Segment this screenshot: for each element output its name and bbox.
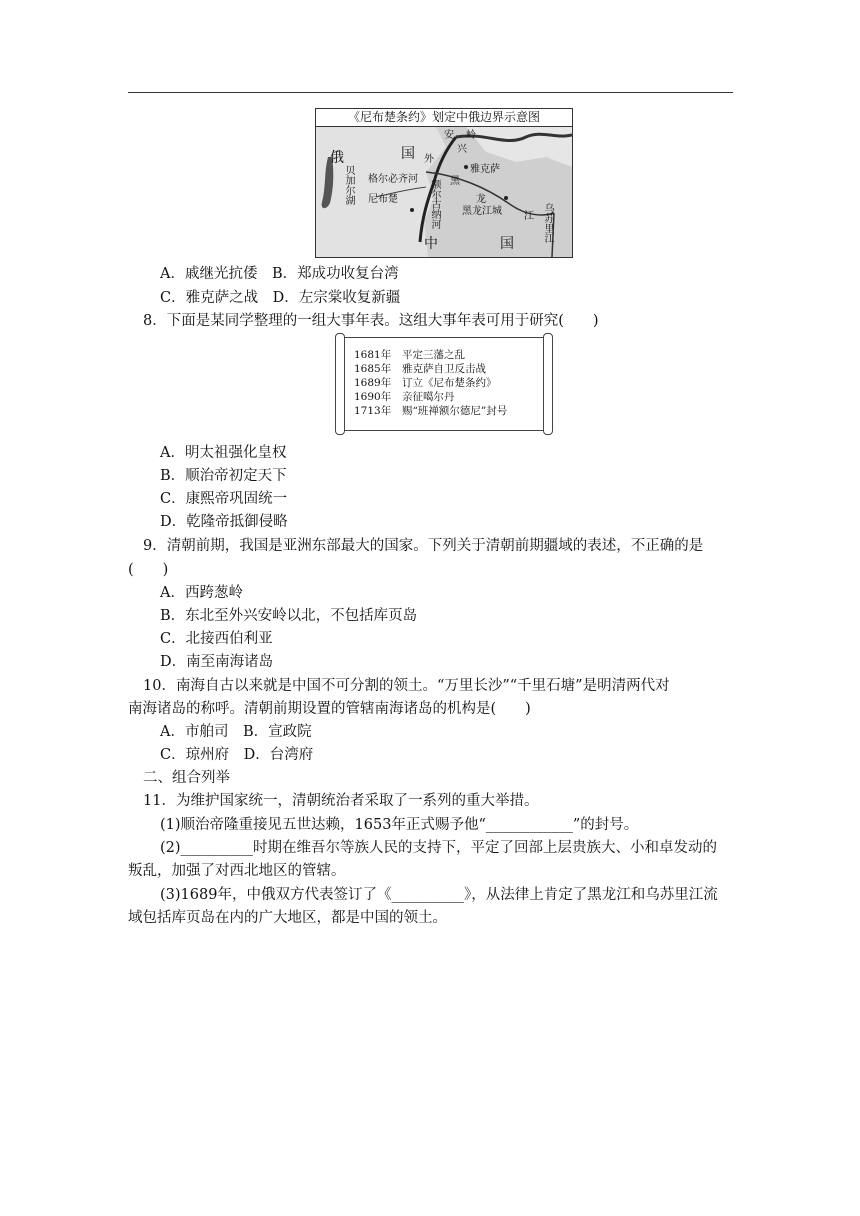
map-label-zhong: 中 [424,236,438,252]
q10-stem-cont: 南海诸岛的称呼。清朝前期设置的管辖南海诸岛的机构是( ) [128,701,531,717]
map-label-long: 龙 [476,194,486,205]
map-label-e: 俄 [330,150,344,166]
q11-part2: (2)__________时期在维吾尔等族人民的支持下，平定了回部上层贵族大、小和卓发动的 [160,840,718,856]
q11-stem: 11．为维护国家统一，清朝统治者采取了一系列的重大举措。 [143,793,539,809]
q9-option-a: A．西跨葱岭 [160,585,243,601]
q9-option-b: B．东北至外兴安岭以北，不包括库页岛 [160,608,418,624]
map-label-ergunahe: 额尔古纳河 [429,179,440,229]
q9-option-d: D．南至南海诸岛 [160,654,274,670]
scroll-rod-right [543,333,553,435]
event-row: 1713年 赐“班禅额尔德尼”封号 [354,405,508,417]
map-drawing [316,127,572,257]
q11-part1: (1)顺治帝隆重接见五世达赖，1653年正式赐予他“____________”的封号。 [160,817,639,833]
q10-stem: 10．南海自古以来就是中国不可分割的领土。“万里长沙”“千里石塘”是明清两代对 [143,678,670,694]
nerchinsk-treaty-map [315,108,573,258]
q9-stem: 9．清朝前期，我国是亚洲东部最大的国家。下列关于清朝前期疆域的表述，不正确的是 [143,538,704,554]
scroll-paper [343,337,545,431]
q11-part3: (3)1689年，中俄双方代表签订了《__________》，从法律上肯定了黑龙江和乌苏里江流 [160,887,718,903]
aigun-marker [504,196,508,200]
map-label-guo2: 国 [500,236,514,252]
event-row: 1690年 亲征噶尔丹 [354,391,455,403]
q8-option-d: D．乾隆帝抵御侵略 [160,514,288,530]
map-label-heilongjiang-city: 黑龙江城 [462,206,502,217]
map-label-hei: 黑 [450,176,460,187]
event-timeline-scroll [333,333,553,435]
q8-option-a: A．明太祖强化皇权 [160,445,287,461]
event-row: 1685年 雅克萨自卫反击战 [354,363,486,375]
map-label-geerbiqi: 格尔必齐河 [368,174,418,185]
header-rule [128,92,733,93]
nibuchu-marker [410,208,414,212]
event-row: 1689年 订立《尼布楚条约》 [354,377,497,389]
q7-option-cd: C．雅克萨之战 D．左宗棠收复新疆 [160,290,401,306]
map-label-wusulijiang: 乌苏里江 [542,203,553,243]
yakesa-marker [464,165,468,169]
map-label-guo: 国 [401,146,415,162]
q11-part2-cont: 叛乱，加强了对西北地区的管辖。 [128,863,346,879]
map-label-wai: 外 [424,154,434,165]
event-row: 1681年 平定三藩之乱 [354,349,465,361]
map-label-ling: 岭 [466,130,476,141]
q10-option-ab: A．市舶司 B．宣政院 [160,724,312,740]
map-label-nibuchu: 尼布楚 [368,194,398,205]
q7-option-ab: A．戚继光抗倭 B．郑成功收复台湾 [160,266,399,282]
q11-part3-cont: 域包括库页岛在内的广大地区，都是中国的领土。 [128,910,447,926]
map-label-xing: 兴 [457,144,467,155]
q8-stem: 8．下面是某同学整理的一组大事年表。这组大事年表可用于研究( ) [143,313,599,329]
map-title: 《尼布楚条约》划定中俄边界示意图 [316,109,572,127]
q8-option-c: C．康熙帝巩固统一 [160,491,288,507]
q9-option-c: C．北接西伯利亚 [160,631,273,647]
map-label-yakesa: 雅克萨 [470,164,500,175]
map-label-an: 安 [444,130,454,141]
q10-option-cd: C．琼州府 D．台湾府 [160,747,314,763]
scroll-rod-left [335,333,345,435]
map-label-beijiaer: 贝加尔湖 [343,165,354,205]
q8-option-b: B．顺治帝初定天下 [160,468,287,484]
section-heading: 二、组合列举 [143,770,230,786]
q9-stem-blank: ( ) [128,562,169,578]
map-label-jiang: 江 [524,211,534,222]
